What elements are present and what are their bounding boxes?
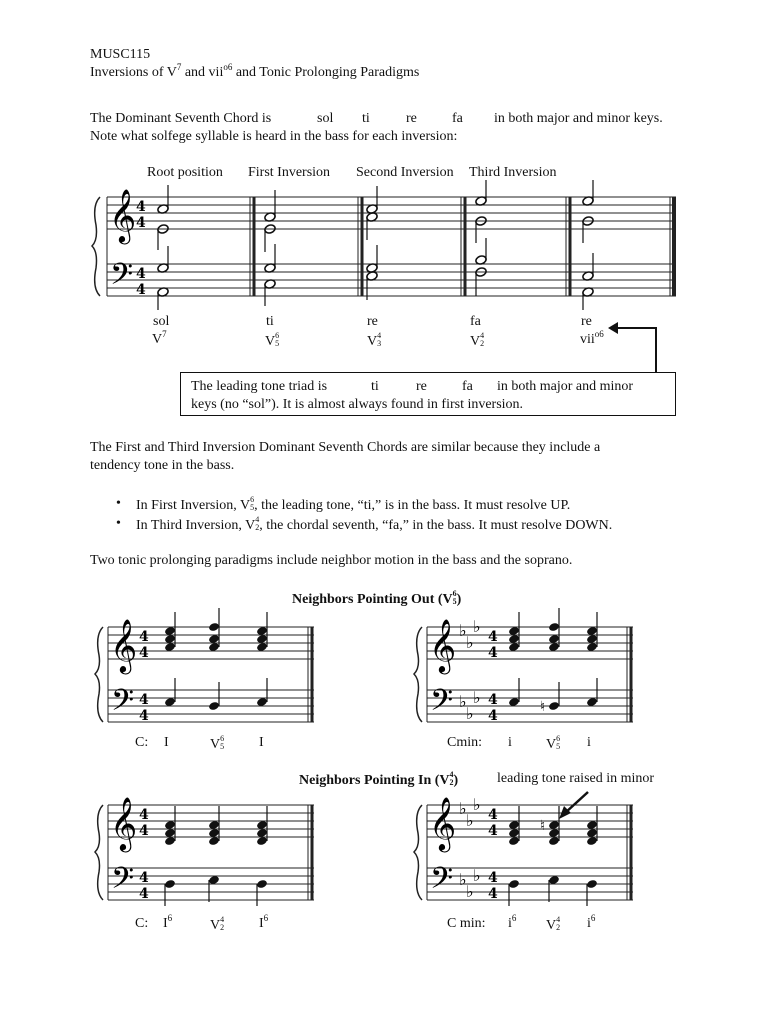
paradigm-examples (0, 600, 768, 910)
analysis-chord: $i^6$ (587, 913, 596, 931)
svg-text:♭: ♭ (459, 621, 467, 640)
analysis-chord: i (587, 735, 591, 750)
callout-solfege-ti: ti (371, 379, 379, 394)
label-root-position: Root position (147, 165, 223, 180)
svg-text:4: 4 (488, 886, 498, 902)
treble-clef-icon: 𝄞 (429, 796, 457, 850)
svg-text:♭: ♭ (466, 633, 474, 652)
svg-text:4: 4 (139, 629, 149, 645)
svg-text:4: 4 (139, 886, 149, 902)
svg-text:♭: ♭ (459, 870, 467, 889)
treble-clef-icon: 𝄞 (429, 618, 457, 672)
bass-clef-icon: 𝄢 (110, 258, 134, 299)
flat-icon (459, 617, 481, 901)
tendency-line2: tendency tone in the bass. (90, 458, 235, 473)
roman-numeral: $V^7$ (152, 329, 167, 347)
analysis-chord: V 6 5 (210, 734, 225, 752)
analysis-key: C: (135, 916, 149, 931)
svg-text:4: 4 (136, 282, 146, 298)
svg-text:4: 4 (139, 807, 149, 823)
analysis-key: C: (135, 735, 149, 750)
intro-line1-pre: The Dominant Seventh Chord is (90, 111, 272, 126)
callout-solfege-re: re (416, 379, 427, 394)
roman-numeral: V 4 3 (367, 331, 382, 349)
svg-text:4: 4 (488, 692, 498, 708)
paradigms-intro: Two tonic prolonging paradigms include neighbor motion in the bass and the soprano. (90, 553, 573, 568)
svg-text:4: 4 (139, 645, 149, 661)
neighbors-out-title: Neighbors Pointing Out (V 6 5 ) (292, 589, 462, 607)
callout-line1-post: in both major and minor (497, 379, 634, 394)
analysis-chord: V 4 2 (546, 915, 561, 933)
inversions-grand-staff (0, 0, 768, 310)
svg-text:♭: ♭ (466, 811, 474, 830)
analysis-chord: i (508, 735, 512, 750)
solfege-ti: ti (362, 111, 370, 126)
roman-numeral: V 6 5 (265, 331, 280, 349)
bass-clef-icon: 𝄢 (430, 862, 454, 903)
analysis-chord: V 4 2 (210, 915, 225, 933)
callout-arrow (600, 318, 670, 378)
roman-numeral: vii$^{o6}$ (580, 329, 604, 347)
natural-icon: ♮ (540, 818, 546, 834)
svg-text:4: 4 (488, 870, 498, 886)
solfege-re: re (406, 111, 417, 126)
svg-text:4: 4 (136, 199, 146, 215)
intro-line1-post: in both major and minor keys. (494, 111, 663, 126)
bass-clef-icon: 𝄢 (111, 684, 135, 725)
leading-tone-callout (180, 372, 676, 416)
bullet-dot: • (116, 496, 121, 511)
svg-text:4: 4 (488, 708, 498, 724)
analysis-chord: I (164, 735, 169, 750)
analysis-chord: I (259, 735, 264, 750)
svg-text:♭: ♭ (459, 799, 467, 818)
svg-text:4: 4 (139, 692, 149, 708)
svg-text:4: 4 (139, 708, 149, 724)
bass-syllable: re (367, 314, 378, 329)
bullet-first-inversion: In First Inversion, V 6 5 , the leading tone, “ti,” is in the bass. It must resolve UP. (136, 495, 571, 513)
bass-syllable: re (581, 314, 592, 329)
analysis-key: Cmin: (447, 735, 483, 750)
bass-syllable: ti (266, 314, 274, 329)
course-code: MUSC115 (90, 47, 151, 62)
callout-line2: keys (no “sol”). It is almost always found in first inversion. (191, 397, 524, 412)
solfege-sol: sol (317, 111, 334, 126)
intro-line2: Note what solfege syllable is heard in the bass for each inversion: (90, 129, 458, 144)
analysis-chord: $I^6$ (163, 913, 173, 931)
bass-clef-icon: 𝄢 (111, 862, 135, 903)
svg-text:♭: ♭ (459, 692, 467, 711)
analysis-chord: V 6 5 (546, 734, 561, 752)
svg-text:♭: ♭ (473, 688, 481, 707)
svg-text:♭: ♭ (473, 866, 481, 885)
svg-text:4: 4 (488, 629, 498, 645)
bass-syllable: sol (153, 314, 170, 329)
natural-icon: ♮ (540, 699, 546, 715)
svg-text:4: 4 (488, 645, 498, 661)
treble-clef-icon: 𝄞 (110, 618, 138, 672)
analysis-chord: $I^6$ (259, 913, 269, 931)
tendency-line1: The First and Third Inversion Dominant Seventh Chords are similar because they include a (90, 440, 601, 455)
svg-text:4: 4 (136, 215, 146, 231)
svg-text:4: 4 (136, 266, 146, 282)
svg-text:4: 4 (139, 870, 149, 886)
label-second-inversion: Second Inversion (356, 165, 454, 180)
neighbors-in-title: Neighbors Pointing In (V 4 2 ) (299, 770, 459, 788)
svg-text:♭: ♭ (466, 704, 474, 723)
label-first-inversion: First Inversion (248, 165, 331, 180)
analysis-key: C min: (447, 916, 486, 931)
roman-numeral: V 4 2 (470, 331, 485, 349)
svg-text:♭: ♭ (473, 795, 481, 814)
callout-solfege-fa: fa (462, 379, 473, 394)
bass-syllable: fa (470, 314, 481, 329)
label-third-inversion: Third Inversion (469, 165, 557, 180)
bullet-third-inversion: In Third Inversion, V 4 2 , the chordal seventh, “fa,” in the bass. It must resolve DOWN. (136, 515, 613, 533)
treble-clef-icon: 𝄞 (110, 796, 138, 850)
svg-text:4: 4 (488, 823, 498, 839)
bullet-dot: • (116, 516, 121, 531)
svg-text:♭: ♭ (466, 882, 474, 901)
solfege-fa: fa (452, 111, 463, 126)
svg-text:4: 4 (488, 807, 498, 823)
treble-clef-icon: 𝄞 (109, 188, 137, 242)
svg-text:4: 4 (139, 823, 149, 839)
leading-tone-note: leading tone raised in minor (497, 771, 655, 786)
analysis-chord: $i^6$ (508, 913, 517, 931)
page-title: Inversions of $V^7$ and vii$^{o6}$ and Tonic Prolonging Paradigms (90, 62, 420, 80)
callout-line1-pre: The leading tone triad is (191, 379, 328, 394)
svg-text:♭: ♭ (473, 617, 481, 636)
bass-clef-icon: 𝄢 (430, 684, 454, 725)
